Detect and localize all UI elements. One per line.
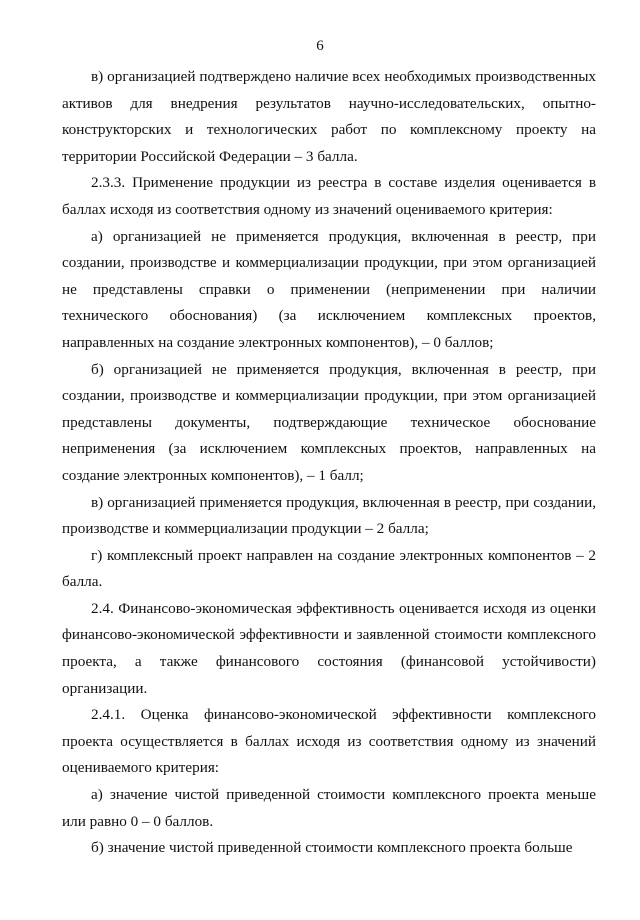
paragraph-2-4-1: 2.4.1. Оценка финансово-экономической эффективности комплексного проекта осуществляется в баллах исходя из соответствия одному из значений оцениваемого критерия: xyxy=(62,706,596,777)
paragraph-item-b-registry: б) организацией не применяется продукция, включенная в реестр, при создании, производстве и коммерциализации продукции, при этом организацией представлены документы, подтверждающие техническое обоснование неприменения (за исключением комплексных проектов, направленных на создание электронных компонентов), – 1 балл; xyxy=(62,360,596,484)
page-number: 6 xyxy=(316,38,324,54)
paragraph-item-a-registry: а) организацией не применяется продукция, включенная в реестр, при создании, производстве и коммерциализации продукции, при этом организацией не представлены справки о применении (неприменении при наличии технического обоснования) (за исключением комплексных проектов, направленных на создание электронных компонентов), – 0 баллов; xyxy=(62,227,596,351)
paragraph-item-v-assets: в) организацией подтверждено наличие всех необходимых производственных активов для внедрения результатов научно-исследовательских, опытно-конструкторских и технологических работ по комплексному проекту на территории Российской Федерации – 3 балла. xyxy=(62,68,596,165)
paragraph-item-a-npv: а) значение чистой приведенной стоимости комплексного проекта меньше или равно 0 – 0 баллов. xyxy=(62,786,596,830)
paragraph-item-g-components: г) комплексный проект направлен на создание электронных компонентов – 2 балла. xyxy=(62,546,596,591)
document-body xyxy=(62,64,596,862)
paragraph-2-4: 2.4. Финансово-экономическая эффективность оценивается исходя из оценки финансово-экономической эффективности и заявленной стоимости комплексного проекта, а также финансового состояния (финансовой устойчивости) организации. xyxy=(62,599,596,697)
paragraph-item-v-registry: в) организацией применяется продукция, включенная в реестр, при создании, производстве и коммерциализации продукции – 2 балла; xyxy=(62,493,596,538)
paragraph-2-3-3: 2.3.3. Применение продукции из реестра в составе изделия оценивается в баллах исходя из соответствия одному из значений оцениваемого критерия: xyxy=(62,174,596,218)
paragraph-item-b-npv: б) значение чистой приведенной стоимости комплексного проекта больше xyxy=(91,839,573,857)
